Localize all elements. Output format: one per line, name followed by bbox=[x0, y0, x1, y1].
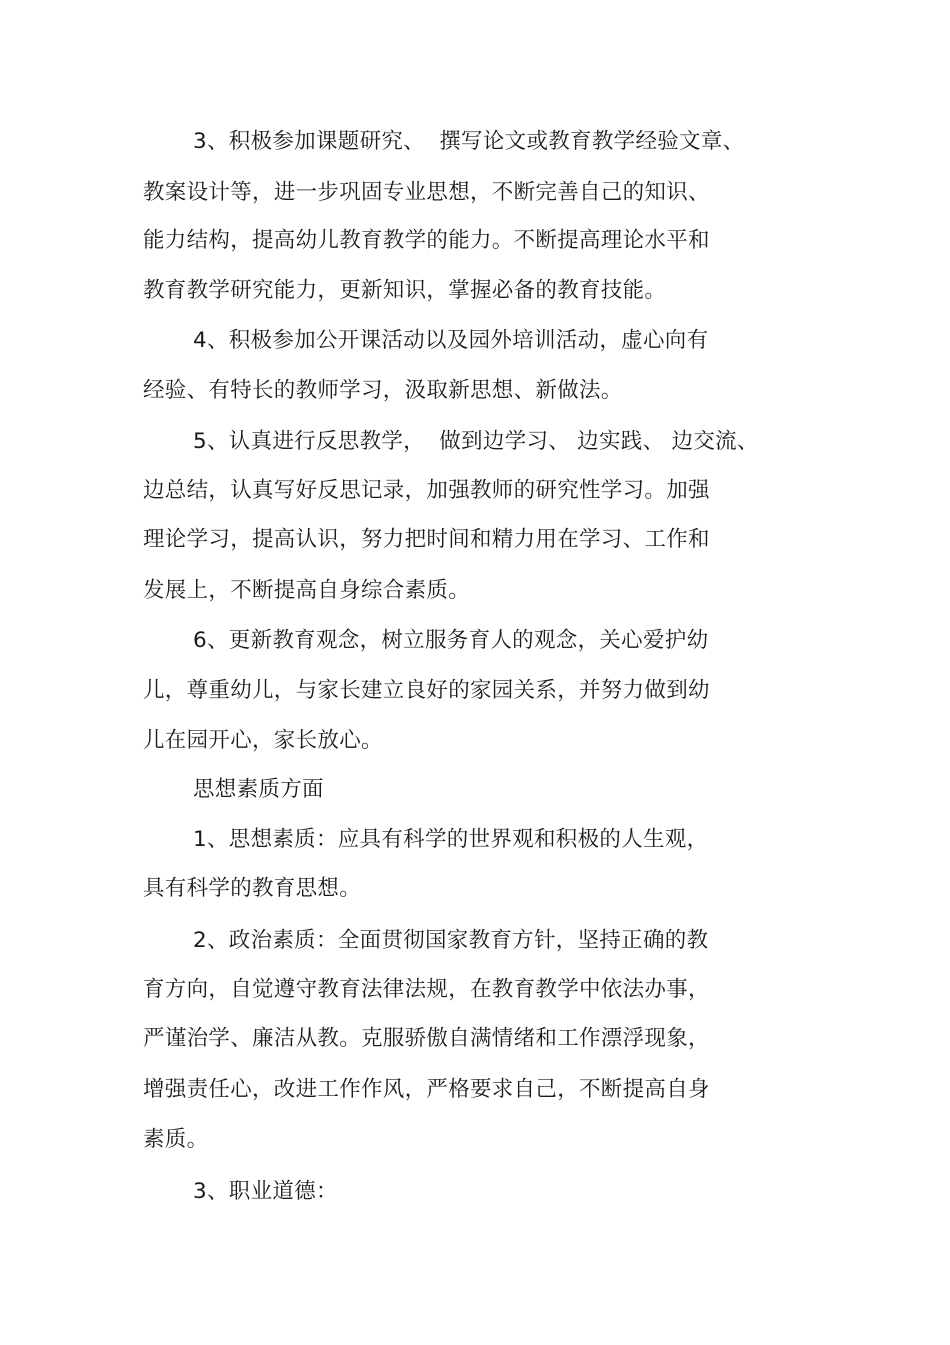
item-1-line-2: 具有科学的教育思想。 bbox=[143, 876, 362, 901]
paragraph-3-line-4: 教育教学研究能力，更新知识，掌握必备的教育技能。 bbox=[143, 278, 667, 303]
paragraph-4-line-1: 4、积极参加公开课活动以及园外培训活动，虚心向有 bbox=[193, 328, 709, 353]
paragraph-5-line-1: 5、认真进行反思教学， 做到边学习、 边实践、 边交流、 bbox=[193, 429, 759, 454]
item-2-line-3: 严谨治学、廉洁从教。克服骄傲自满情绪和工作漂浮现象， bbox=[143, 1026, 710, 1051]
paragraph-3-line-3: 能力结构，提高幼儿教育教学的能力。不断提高理论水平和 bbox=[143, 228, 710, 253]
item-2-line-5: 素质。 bbox=[143, 1127, 209, 1152]
item-2-line-2: 育方向，自觉遵守教育法律法规，在教育教学中依法办事， bbox=[143, 977, 710, 1002]
item-1-line-1: 1、思想素质：应具有科学的世界观和积极的人生观， bbox=[193, 827, 709, 852]
paragraph-5-line-2: 边总结，认真写好反思记录，加强教师的研究性学习。加强 bbox=[143, 478, 710, 503]
paragraph-6-line-2: 儿，尊重幼儿，与家长建立良好的家园关系，并努力做到幼 bbox=[143, 678, 710, 703]
paragraph-5-line-3: 理论学习，提高认识，努力把时间和精力用在学习、工作和 bbox=[143, 527, 710, 552]
item-2-line-1: 2、政治素质：全面贯彻国家教育方针，坚持正确的教 bbox=[193, 928, 709, 953]
paragraph-6-line-3: 儿在园开心，家长放心。 bbox=[143, 728, 383, 753]
paragraph-3-line-2: 教案设计等，进一步巩固专业思想，不断完善自己的知识、 bbox=[143, 180, 710, 205]
paragraph-3-line-1: 3、积极参加课题研究、 撰写论文或教育教学经验文章、 bbox=[193, 129, 745, 154]
item-3-line-1: 3、职业道德： bbox=[193, 1179, 338, 1204]
paragraph-5-line-4: 发展上，不断提高自身综合素质。 bbox=[143, 578, 471, 603]
paragraph-6-line-1: 6、更新教育观念，树立服务育人的观念，关心爱护幼 bbox=[193, 628, 709, 653]
section-heading: 思想素质方面 bbox=[193, 777, 324, 802]
paragraph-4-line-2: 经验、有特长的教师学习，汲取新思想、新做法。 bbox=[143, 378, 623, 403]
item-2-line-4: 增强责任心，改进工作作风，严格要求自己，不断提高自身 bbox=[143, 1077, 710, 1102]
